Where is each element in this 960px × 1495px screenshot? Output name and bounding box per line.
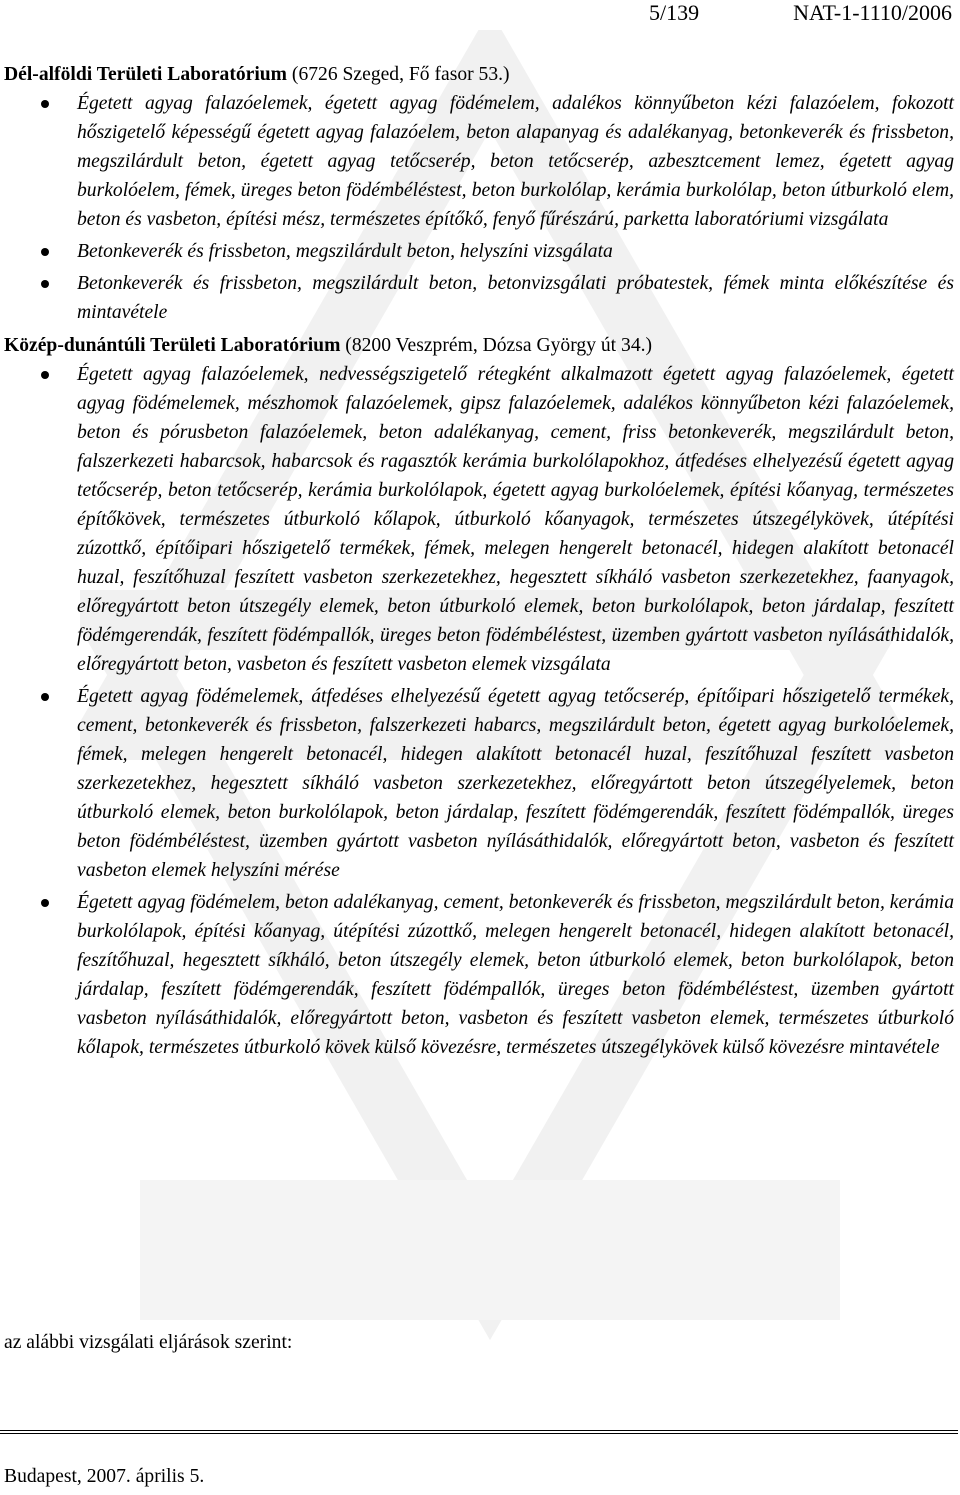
lab-section [4, 331, 954, 1062]
list-item [4, 360, 954, 679]
lab-address: (8200 Veszprém, Dózsa György út 34.) [340, 335, 653, 356]
bullet-icon [41, 280, 49, 288]
list-item [4, 89, 954, 234]
bullet-icon [41, 248, 49, 256]
lab-name: Közép-dunántúli Területi Laboratórium [4, 335, 341, 356]
lab-heading [4, 60, 954, 89]
bullet-icon [41, 693, 49, 701]
list-item-text: Égetett agyag falazóelemek, nedvességszigetelő rétegként alkalmazott égetett agyag falazóelemek, égetett agyag födémelemek, mészhomok falazóelemek, gipsz falazóelemek, adalékos könnyűbeton kézi falazóelemek, beton és pórusbeton falazóelemek, beton adalékanyag, cement, friss betonkeverék, megszilárdult beton, falszerkezeti habarcsok, habarcsok és ragasztók kerámia burkolólapokhoz, átfedéses elhelyezésű égetett agyag tetőcserép, beton tetőcserép, kerámia burkolólapok, égetett agyag burkolóelemek, építési kőanyag, természetes építőkövek, természetes útburkoló kőlapok, útburkoló kőanyagok, természetes útszegélykövek, útépítési zúzottkő, építőipari hőszigetelő termékek, fémek, melegen hengerelt betonacél, hidegen alakított betonacél huzal, feszítőhuzal feszített vasbeton szerkezetekhez, hegesztett síkháló vasbeton szerkezetekhez, faanyagok, előregyártott beton útszegély elemek, beton útburkoló elemek, beton burkolólapok, beton járdalap, feszített födémgerendák, feszített födémpallók, üreges beton födémbéléstest, üzemben gyártott vasbeton nyílásáthidalók, előregyártott beton, vasbeton és feszített vasbeton elemek vizsgálata [77, 364, 954, 675]
page-header [555, 0, 952, 26]
list-item [4, 682, 954, 885]
list-item [4, 237, 954, 266]
document-code: NAT-1-1110/2006 [793, 0, 952, 25]
lab-name: Dél-alföldi Területi Laboratórium [4, 64, 288, 85]
test-scope-list [4, 89, 954, 327]
lab-section [4, 60, 954, 327]
list-item-text: Égetett agyag födémelem, beton adalékanyag, cement, betonkeverék és frissbeton, megszilárdult beton, kerámia burkolólapok, építési kőanyag, útépítési zúzottkő, melegen hengerelt betonacél, hidegen alakított betonacél, feszítőhuzal, hegesztett síkháló, beton útszegély elemek, beton útburkoló elemek, beton burkolólapok, beton járdalap, feszített födémgerendák, feszített födémpallók, üreges beton födémbéléstest, üzemben gyártott vasbeton nyílásáthidalók, előregyártott beton, vasbeton és feszített vasbeton elemek, természetes útburkoló kőlapok, természetes útburkoló kövek külső kövezésre, természetes útszegélykövek külső kövezésre mintavétele [77, 892, 954, 1058]
list-item-text: Betonkeverék és frissbeton, megszilárdult beton, betonvizsgálati próbatestek, fémek minta előkészítése és mintavétele [77, 273, 954, 323]
list-item-text: Égetett agyag falazóelemek, égetett agyag födémelem, adalékos könnyűbeton kézi falazóelem, fokozott hőszigetelő képességű égetett agyag falazóelem, beton alapanyag és adalékanyag, betonkeverék és frissbeton, megszilárdult beton, égetett agyag tetőcserép, beton tetőcserép, azbesztcement lemez, égetett agyag burkolóelem, fémek, üreges beton födémbéléstest, beton burkolólap, kerámia burkolólap, beton útburkoló elem, beton és vasbeton, építési mész, természetes építőkő, fenyő fűrészárú, parketta laboratóriumi vizsgálata [77, 93, 954, 230]
lab-address: (6726 Szeged, Fő fasor 53.) [287, 64, 510, 85]
bullet-icon [41, 899, 49, 907]
footer-divider [0, 1430, 958, 1434]
page-number: 5/139 [648, 0, 700, 25]
list-item-text: Betonkeverék és frissbeton, megszilárdult beton, helyszíni vizsgálata [77, 241, 613, 262]
lab-heading [4, 331, 954, 360]
list-item [4, 888, 954, 1062]
list-item [4, 269, 954, 327]
closing-text: az alábbi vizsgálati eljárások szerint: [4, 1332, 293, 1353]
footer-date: Budapest, 2007. április 5. [4, 1466, 205, 1487]
document-body [4, 60, 954, 1066]
list-item-text: Égetett agyag födémelemek, átfedéses elhelyezésű égetett agyag tetőcserép, építőipari hőszigetelő termékek, cement, betonkeverék és frissbeton, falszerkezeti habarcs, megszilárdult beton, égetett agyag burkolóelemek, fémek, melegen hengerelt betonacél, hidegen alakított betonacél huzal, feszítőhuzal feszített vasbeton szerkezetekhez, hegesztett síkháló vasbeton szerkezetekhez, előregyártott beton útszegélyelemek, beton útburkoló elemek, beton burkolólapok, beton járdalap, feszített födémgerendák, feszített födémpallók, üreges beton födémbéléstest, üzemben gyártott vasbeton nyílásáthidalók, előregyártott beton, vasbeton és feszített vasbeton elemek helyszíni mérése [77, 686, 954, 881]
test-scope-list [4, 360, 954, 1062]
bullet-icon [41, 100, 49, 108]
bullet-icon [41, 371, 49, 379]
